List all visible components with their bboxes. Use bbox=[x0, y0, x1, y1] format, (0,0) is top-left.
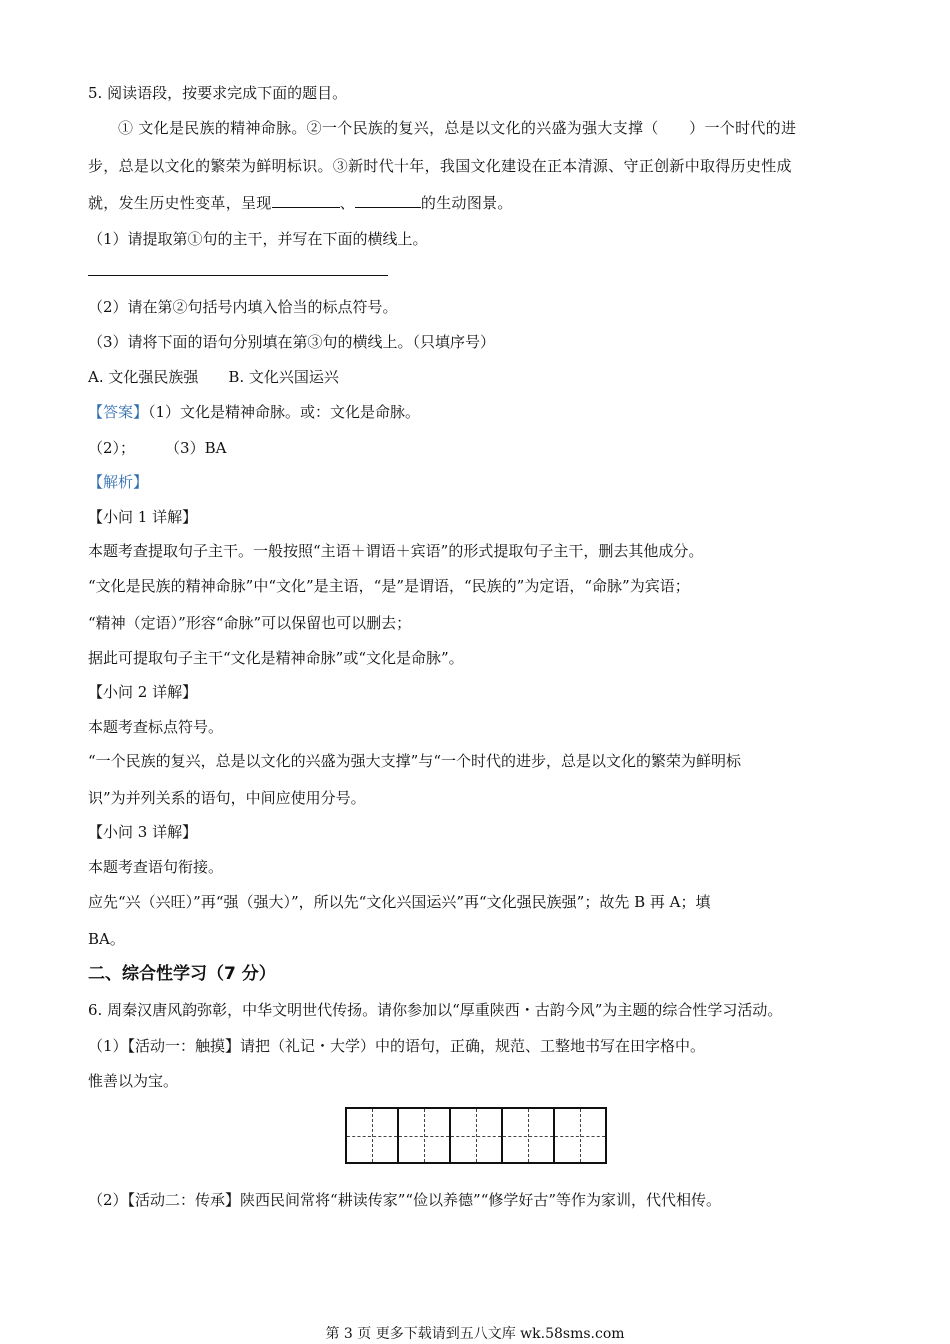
passage-text: 、 bbox=[339, 194, 355, 212]
answer-line-2: （2）； （3）BA bbox=[88, 439, 227, 457]
analysis-text: “文化是民族的精神命脉”中“文化”是主语，“是”是谓语，“民族的”为定语，“命脉”为宾语； bbox=[88, 577, 690, 595]
analysis-text: “一个民族的复兴，总是以文化的兴盛为强大支撑”与“一个时代的进步，总是以文化的繁荣为鲜明标 bbox=[88, 752, 742, 770]
q5-passage-line-3 bbox=[88, 193, 513, 213]
analysis-text: 识”为并列关系的语句，中间应使用分号。 bbox=[88, 789, 366, 807]
answer-text: （1）文化是精神命脉。或：文化是命脉。 bbox=[148, 403, 421, 421]
analysis-text: 本题考查提取句子主干。一般按照“主语＋谓语＋宾语”的形式提取句子主干，删去其他成分。 bbox=[88, 542, 704, 560]
analysis-text: 应先“兴（兴旺）”再“强（强大）”，所以先“文化兴国运兴”再“文化强民族强”；故先 B 再 A；填 bbox=[88, 893, 711, 911]
grid-cell bbox=[347, 1109, 399, 1162]
q5-options: A. 文化强民族强 B. 文化兴国运兴 bbox=[88, 368, 339, 386]
section-title: 二、综合性学习（7 分） bbox=[88, 964, 276, 984]
analysis-text: 据此可提取句子主干“文化是精神命脉”或“文化是命脉”。 bbox=[88, 649, 464, 667]
answer-blank-2 bbox=[355, 193, 421, 208]
grid-cell bbox=[451, 1109, 503, 1162]
q6-sentence: 惟善以为宝。 bbox=[88, 1072, 179, 1090]
analysis-text: 本题考查标点符号。 bbox=[88, 718, 224, 736]
answer-line-1 bbox=[88, 402, 420, 422]
writing-grid bbox=[345, 1107, 607, 1164]
q6-sub-question-1: （1）【活动一：触摸】请把（礼记・大学）中的语句，正确，规范、工整地书写在田字格中。 bbox=[88, 1037, 706, 1055]
sub-question-3-title: 【小问 3 详解】 bbox=[88, 823, 198, 841]
answer-line bbox=[88, 275, 388, 276]
q5-sub-question-1: （1）请提取第①句的主干，并写在下面的横线上。 bbox=[88, 230, 428, 248]
passage-text: 就，发生历史性变革，呈现 bbox=[88, 194, 272, 212]
grid-cell bbox=[503, 1109, 555, 1162]
answer-tag: 【答案】 bbox=[88, 403, 149, 421]
analysis-text: “精神（定语）”形容“命脉”可以保留也可以删去； bbox=[88, 614, 412, 632]
page-footer: 第 3 页 更多下载请到五八文库 wk.58sms.com bbox=[325, 1326, 625, 1342]
analysis-tag: 【解析】 bbox=[88, 473, 149, 491]
grid-cell bbox=[555, 1109, 605, 1162]
passage-text: 的生动图景。 bbox=[420, 194, 513, 212]
q5-sub-question-2: （2）请在第②句括号内填入恰当的标点符号。 bbox=[88, 298, 398, 316]
analysis-text: 本题考查语句衔接。 bbox=[88, 858, 224, 876]
q6-sub-question-2: （2）【活动二：传承】陕西民间常将“耕读传家”“俭以养德”“修学好古”等作为家训，代代相传。 bbox=[88, 1191, 722, 1209]
grid-cell bbox=[399, 1109, 451, 1162]
q5-stem: 5. 阅读语段，按要求完成下面的题目。 bbox=[88, 84, 348, 102]
q5-sub-question-3: （3）请将下面的语句分别填在第③句的横线上。（只填序号） bbox=[88, 333, 496, 351]
q5-passage-line-1: ① 文化是民族的精神命脉。②一个民族的复兴，总是以文化的兴盛为强大支撑（ ）一个时代的进 bbox=[118, 119, 797, 137]
q5-passage-line-2: 步，总是以文化的繁荣为鲜明标识。③新时代十年，我国文化建设在正本清源、守正创新中取得历史性成 bbox=[88, 157, 792, 175]
sub-question-2-title: 【小问 2 详解】 bbox=[88, 683, 198, 701]
q6-stem: 6. 周秦汉唐风韵弥彰，中华文明世代传扬。请你参加以“厚重陕西・古韵今风”为主题的综合性学习活动。 bbox=[88, 1001, 783, 1019]
sub-question-1-title: 【小问 1 详解】 bbox=[88, 508, 198, 526]
analysis-text: BA。 bbox=[88, 930, 125, 948]
answer-blank-1 bbox=[272, 193, 340, 208]
